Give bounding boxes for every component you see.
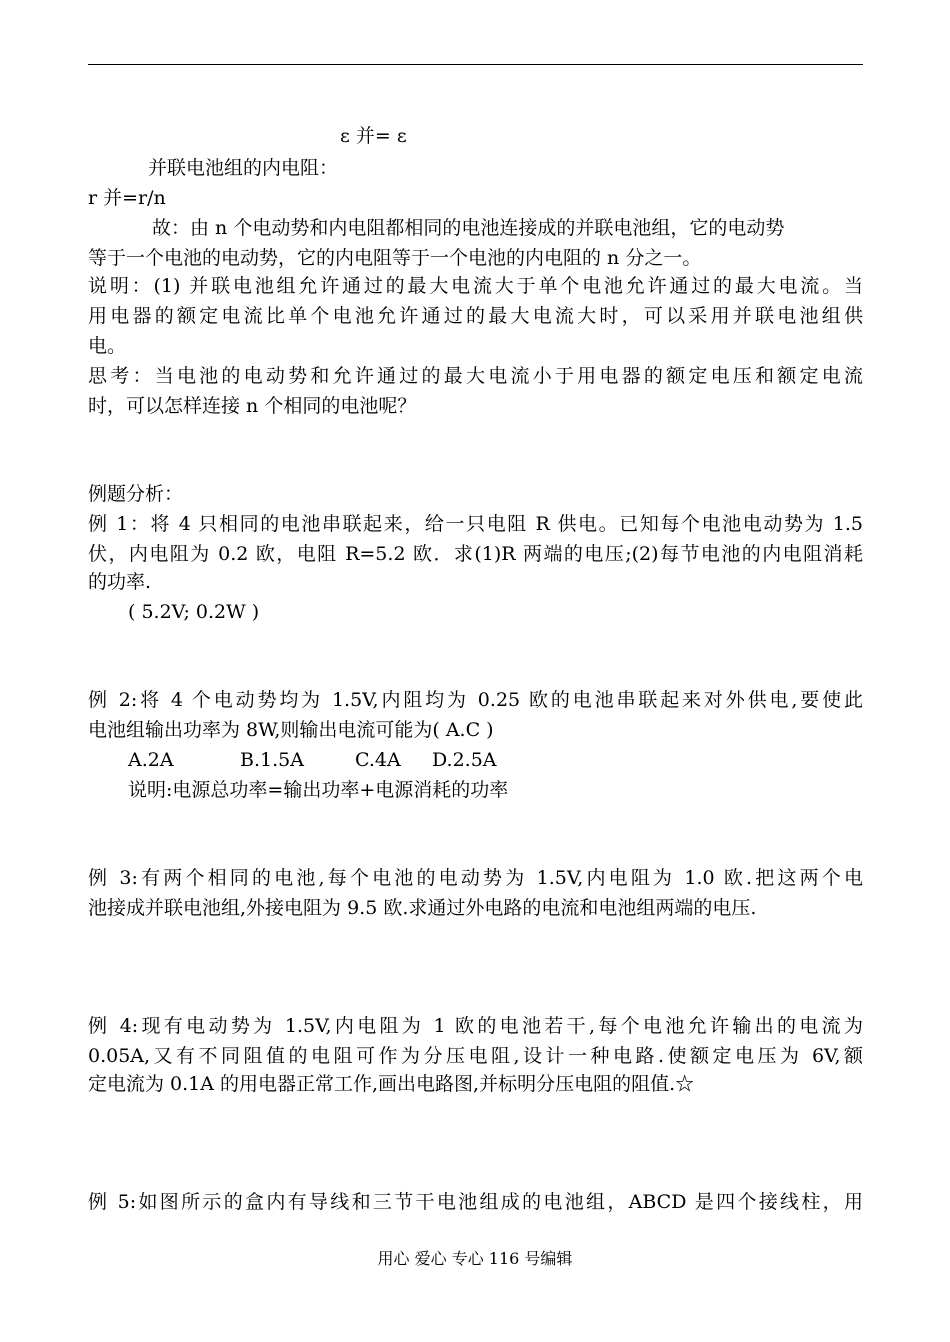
header-rule: [88, 64, 863, 65]
example4-line: 0.05A,又有不同阻值的电阻可作为分压电阻,设计一种电路.使额定电压为 6V,额: [88, 1045, 863, 1067]
formula-emf: ε 并= ε: [340, 125, 407, 147]
note-line: 电。: [88, 335, 127, 357]
note-line: 说明：(1) 并联电池组允许通过的最大电流大于单个电池允许通过的最大电流。当: [88, 275, 863, 297]
example2-line: 电池组输出功率为 8W,则输出电流可能为( A.C ): [88, 719, 494, 741]
example2-option-a: A.2A: [128, 749, 174, 771]
page-footer: 用心 爱心 专心 116 号编辑: [377, 1249, 573, 1268]
example1-line: 的功率.: [88, 571, 152, 593]
example5-line: 例 5:如图所示的盒内有导线和三节干电池组成的电池组，ABCD 是四个接线柱，用: [88, 1191, 863, 1213]
note-line: 用电器的额定电流比单个电池允许通过的最大电流大时，可以采用并联电池组供: [88, 305, 863, 327]
example1-answer: ( 5.2V; 0.2W ): [128, 601, 260, 623]
example2-note: 说明:电源总功率=输出功率+电源消耗的功率: [128, 779, 509, 801]
example2-option-c: C.4A: [355, 749, 401, 771]
think-line: 思考：当电池的电动势和允许通过的最大电流小于用电器的额定电压和额定电流: [88, 365, 863, 387]
example3-line: 池接成并联电池组,外接电阻为 9.5 欧.求通过外电路的电流和电池组两端的电压.: [88, 897, 757, 919]
conclusion-line: 等于一个电池的电动势，它的内电阻等于一个电池的内电阻的 n 分之一。: [88, 247, 702, 269]
formula-r: r 并=r/n: [88, 187, 166, 209]
think-line: 时，可以怎样连接 n 个相同的电池呢？: [88, 395, 417, 417]
example2-option-b: B.1.5A: [240, 749, 304, 771]
heading-internal-resistance: 并联电池组的内电阻：: [148, 157, 339, 179]
example4-line: 定电流为 0.1A 的用电器正常工作,画出电路图,并标明分压电阻的阻值.☆: [88, 1073, 695, 1095]
example2-option-d: D.2.5A: [432, 749, 497, 771]
conclusion-line: 故：由 n 个电动势和内电阻都相同的电池连接成的并联电池组，它的电动势: [152, 217, 785, 239]
example1-line: 例 1：将 4 只相同的电池串联起来，给一只电阻 R 供电。已知每个电池电动势为 1.5: [88, 513, 863, 535]
example3-line: 例 3:有两个相同的电池,每个电池的电动势为 1.5V,内电阻为 1.0 欧.把这两个电: [88, 867, 863, 889]
example2-line: 例 2:将 4 个电动势均为 1.5V,内阻均为 0.25 欧的电池串联起来对外供电,要使此: [88, 689, 863, 711]
example4-line: 例 4:现有电动势为 1.5V,内电阻为 1 欧的电池若干,每个电池允许输出的电流为: [88, 1015, 863, 1037]
example1-line: 伏，内电阻为 0.2 欧，电阻 R=5.2 欧．求(1)R 两端的电压;(2)每节电池的内电阻消耗: [88, 543, 863, 565]
examples-heading: 例题分析：: [88, 483, 184, 505]
